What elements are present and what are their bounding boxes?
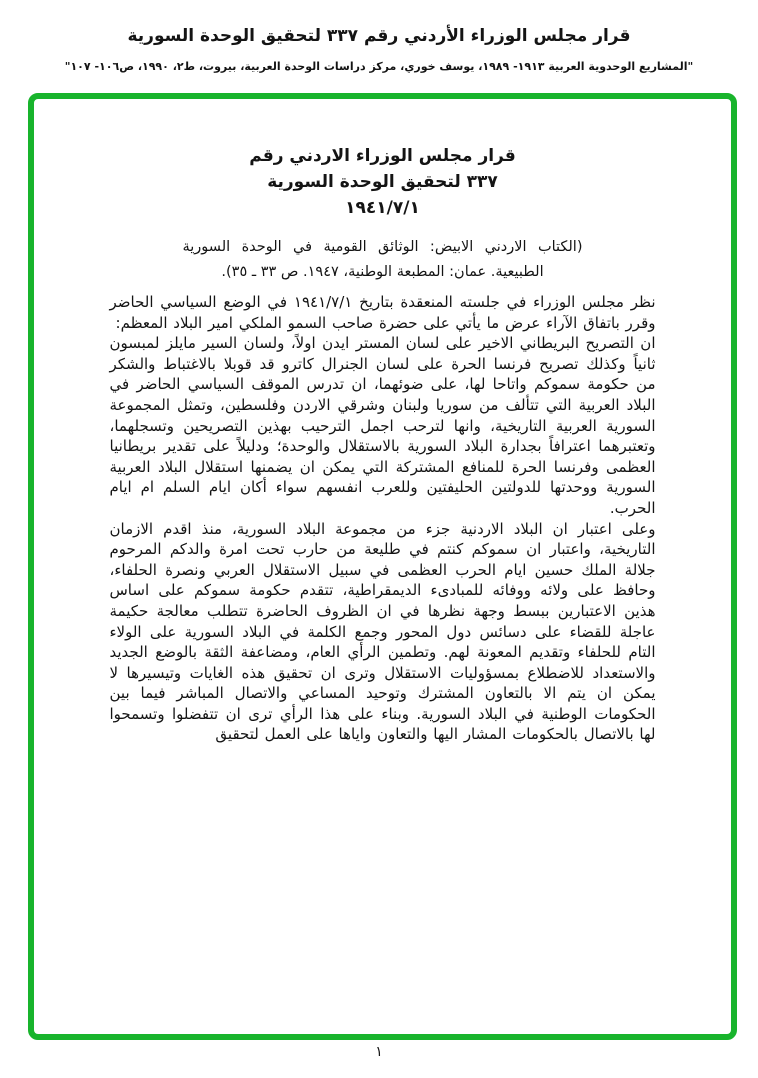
body-paragraph-1: نظر مجلس الوزراء في جلسته المنعقدة بتاريخ ١٩٤١/٧/١ في الوضع السياسي الحاضر وقرر باتفاق الآراء عرض ما يأتي على حضرة صاحب السمو الملكي امير البلاد المعظم: xyxy=(109,293,656,332)
body-paragraph-2: ان التصريح البريطاني الاخير على لسان المستر ايدن اولاً، ولسان السير مايلز لمبسون ثانياً وكذلك تصريح فرنسا الحرة على لسان الجنرال كاترو قد قوبلا بالاغتباط والشكر من حكومة سموكم واتاحا لها، على ضوئهما، ان تدرس الموقف السياسي الحاضر في البلاد العربية التي تتألف من سوريا ولبنان وشرقي الاردن وفلسطين، وتمثل المجموعة السورية العربية التاريخية، وانها لترحب اجمل الترحيب بهذين التصريحين وتسجلهما، وتعتبرهما اعترافاً بجدارة البلاد السورية بالاستقلال والوحدة؛ ودليلاً على تقدير بريطانيا العظمى وفرنسا الحرة للمنافع المشتركة التي يمكن ان يضمنها استقلال البلاد العربية السورية ووحدتها للدولتين الحليفتين وللعرب انفسهم سواء أكان ايام السلم ام ايام الحرب. xyxy=(109,334,656,517)
document-content xyxy=(110,143,656,745)
page-header-source-citation: "المشاريع الوحدوية العربية ١٩١٣- ١٩٨٩، يوسف خوري، مركز دراسات الوحدة العربية، بيروت، ط٢، ١٩٩٠، ص١٠٦- ١٠٧" xyxy=(64,60,694,73)
document-body xyxy=(110,292,656,745)
page-header-title: قرار مجلس الوزراء الأردني رقم ٣٣٧ لتحقيق الوحدة السورية xyxy=(127,26,631,46)
document-title xyxy=(110,143,656,221)
document-title-line-2: ٣٣٧ لتحقيق الوحدة السورية xyxy=(267,172,498,192)
document-border-frame xyxy=(28,93,737,1040)
body-paragraph-3: وعلى اعتبار ان البلاد الاردنية جزء من مجموعة البلاد السورية، منذ اقدم الازمان التاريخية، واعتبار ان سموكم كنتم في طليعة من حارب تحت امرة والدكم المرحوم جلالة الملك حسين ايام الحرب العظمى في سبيل الاستقلال العربي ونصرة الحلفاء، وحافظ على ولائه ووفائه للمبادىء الديمقراطية، تتقدم حكومة سموكم على اساس هذين الاعتبارين ببسط وجهة نظرها في ان الظروف الحاضرة تتطلب معالجة حكيمة عاجلة للقضاء على دسائس دول المحور وجمع الكلمة في البلاد السورية على الولاء التام للحلفاء وتقديم المعونة لهم. وتطمين الرأي العام، ومضاعفة الثقة بالوضع الجديد والاستعداد للاضطلاع بمسؤوليات الاستقلال وترى ان تحقيق هذه الغايات وتيسيرها لا يمكن ان يتم الا بالتعاون المشترك وتوحيد المساعي والاتصال المباشر فيما بين الحكومات الوطنية في البلاد السورية. وبناء على هذا الرأي ترى ان تتفضلوا وتسمحوا لها بالاتصال بالحكومات المشار اليها والتعاون واياها على العمل لتحقيق xyxy=(109,519,656,744)
document-title-date: ١٩٤١/٧/١ xyxy=(345,198,420,218)
document-citation: (الكتاب الاردني الابيض: الوثائق القومية في الوحدة السورية الطبيعية. عمان: المطبعة الوطنية، ١٩٤٧. ص ٣٣ ـ ٣٥). xyxy=(182,239,583,280)
page-number: ١ xyxy=(375,1044,383,1060)
document-title-line-1: قرار مجلس الوزراء الاردني رقم xyxy=(249,146,516,166)
